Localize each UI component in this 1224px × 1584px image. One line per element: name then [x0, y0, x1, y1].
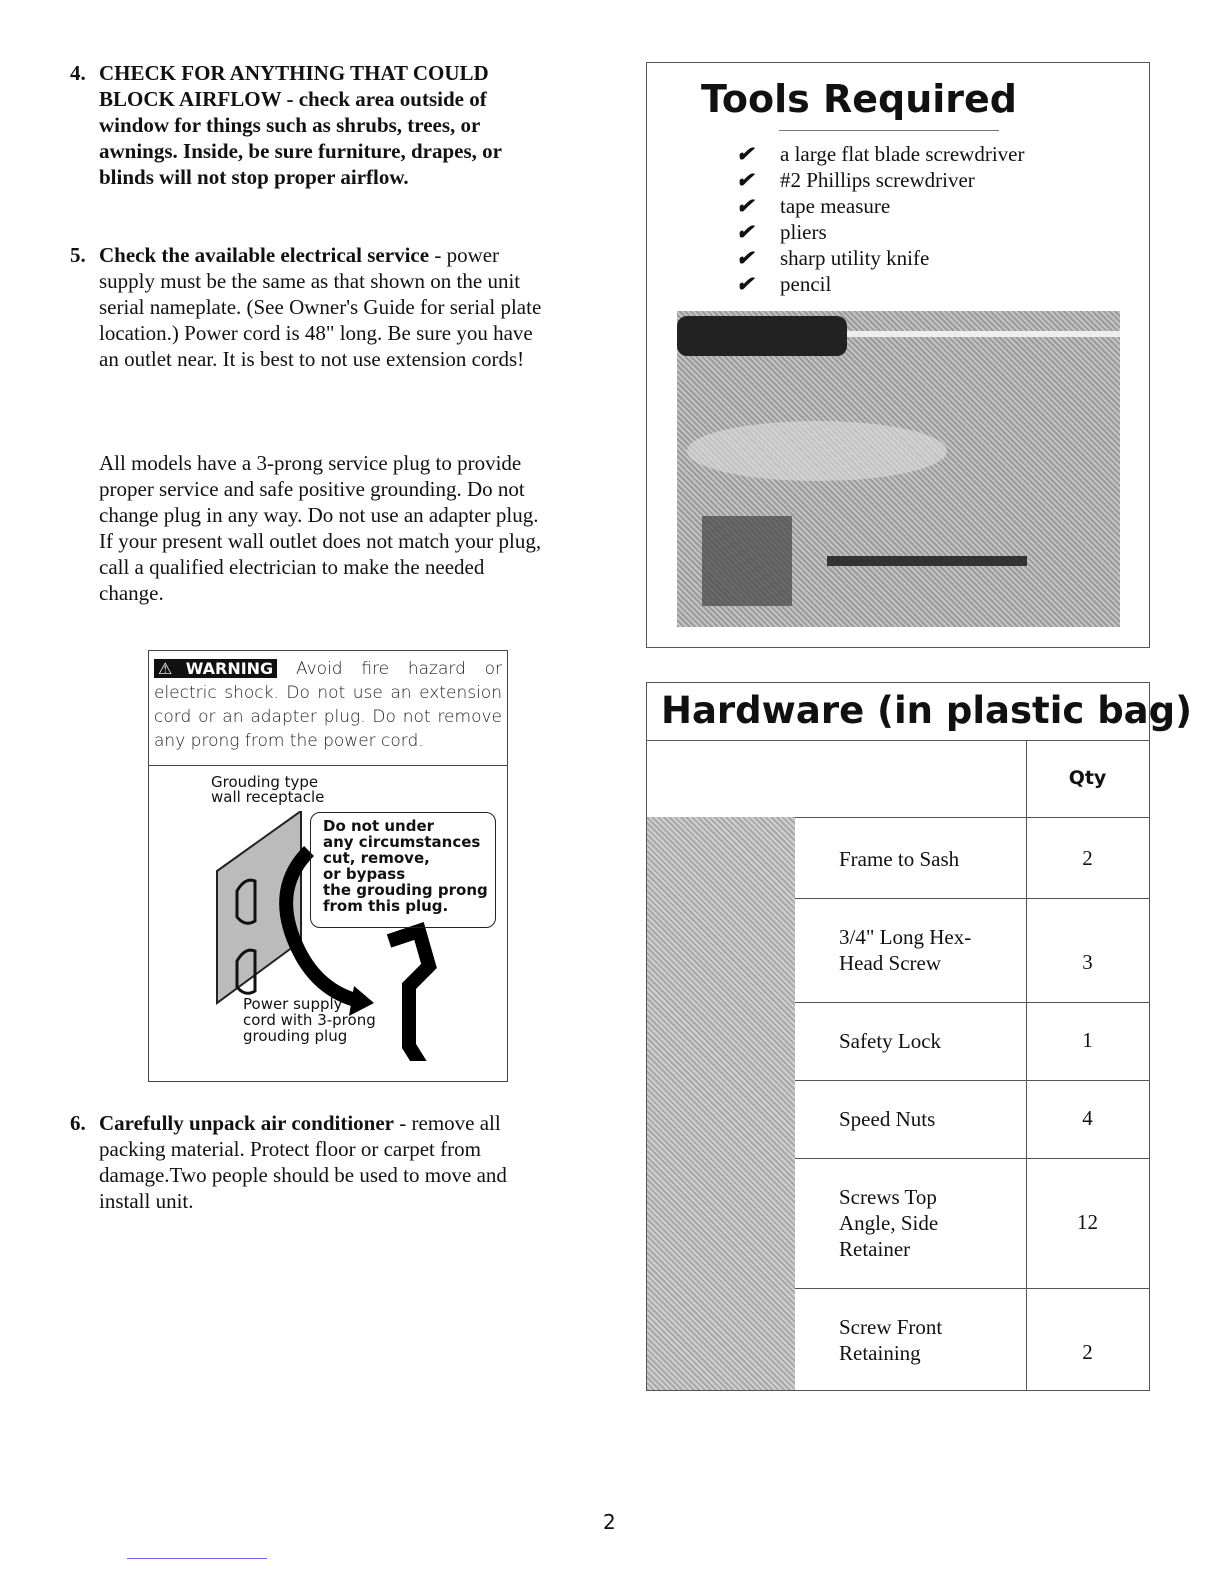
callout-bubble: Do not under any circumstances cut, remove, or bypass the grouding prong from this plug. — [310, 812, 496, 928]
cord-label: Power supply cord with 3-prong grouding plug — [243, 995, 376, 1045]
check-icon: ✔ — [736, 168, 754, 192]
check-icon: ✔ — [736, 246, 754, 270]
hardware-name: Safety Lock — [839, 1029, 942, 1053]
step-6: 6. Carefully unpack air conditioner - remove all packing material. Protect floor or carpet from damage.Two people should be used to move and install unit. — [70, 1111, 507, 1213]
hardware-name: Screw Front Retaining — [839, 1315, 943, 1365]
qty-header: Qty — [1068, 767, 1107, 789]
hardware-title: Hardware (in plastic bag) — [661, 689, 1193, 732]
tools-photo — [677, 311, 1120, 627]
hardware-qty: 4 — [1082, 1106, 1093, 1130]
tools-title: Tools Required — [701, 77, 1017, 121]
step-5: 5. Check the available electrical service - power supply must be the same as that shown on the unit serial nameplate. (See Owner's Guide for serial plate location.) Power cord is 48" long. Be sure you have an outlet near. It is best to not use extension cords! — [70, 243, 542, 371]
hardware-qty: 2 — [1082, 1340, 1093, 1364]
check-icon: ✔ — [736, 272, 754, 296]
hardware-parts-photo — [647, 817, 795, 1390]
hardware-qty: 1 — [1082, 1028, 1093, 1052]
warning-badge: ⚠WARNING — [154, 659, 277, 678]
page-number: 2 — [603, 1510, 616, 1534]
divider — [127, 1558, 267, 1559]
tools-required-box: Tools Required ✔ a large flat blade screwdriver ✔ #2 Phillips screwdriver ✔ tape measure ✔ pliers ✔ sharp utility knife ✔ pencil — [646, 62, 1150, 648]
divider — [779, 130, 999, 131]
receptacle-label: Grouding type wall receptacle — [211, 773, 325, 806]
step-4: 4. CHECK FOR ANYTHING THAT COULD BLOCK AIRFLOW - check area outside of window for things such as shrubs, trees, or awnings. Inside, be sure furniture, drapes, or blinds will not stop proper airflow. — [70, 61, 502, 189]
grounding-paragraph: All models have a 3-prong service plug to provide proper service and safe positive grounding. Do not change plug in any way. Do not use an adapter plug. If your present wall outlet does not match your plug, call a qualified electrician to make the needed change. — [99, 451, 542, 605]
hardware-qty: 3 — [1082, 950, 1093, 974]
hardware-name: Frame to Sash — [839, 847, 960, 871]
hardware-qty: 12 — [1077, 1210, 1098, 1234]
divider — [149, 765, 507, 766]
check-icon: ✔ — [736, 220, 754, 244]
check-icon: ✔ — [736, 142, 754, 166]
hardware-name: Speed Nuts — [839, 1107, 936, 1131]
check-icon: ✔ — [736, 194, 754, 218]
warning-box: ⚠WARNING Avoid fire hazard or electric shock. Do not use an extension cord or an adapter plug. Do not remove any prong from the power cord. Grouding type wall receptacle Do not under any circumstances cut, remove, or bypass the grouding prong from this plug. Power supply cord with 3-prong grouding plug — [148, 650, 508, 1082]
hardware-name: 3/4" Long Hex-Head Screw — [839, 925, 972, 975]
hardware-name: Screws Top Angle, Side Retainer — [839, 1185, 939, 1261]
hardware-qty: 2 — [1082, 846, 1093, 870]
hardware-table — [646, 682, 1193, 1391]
